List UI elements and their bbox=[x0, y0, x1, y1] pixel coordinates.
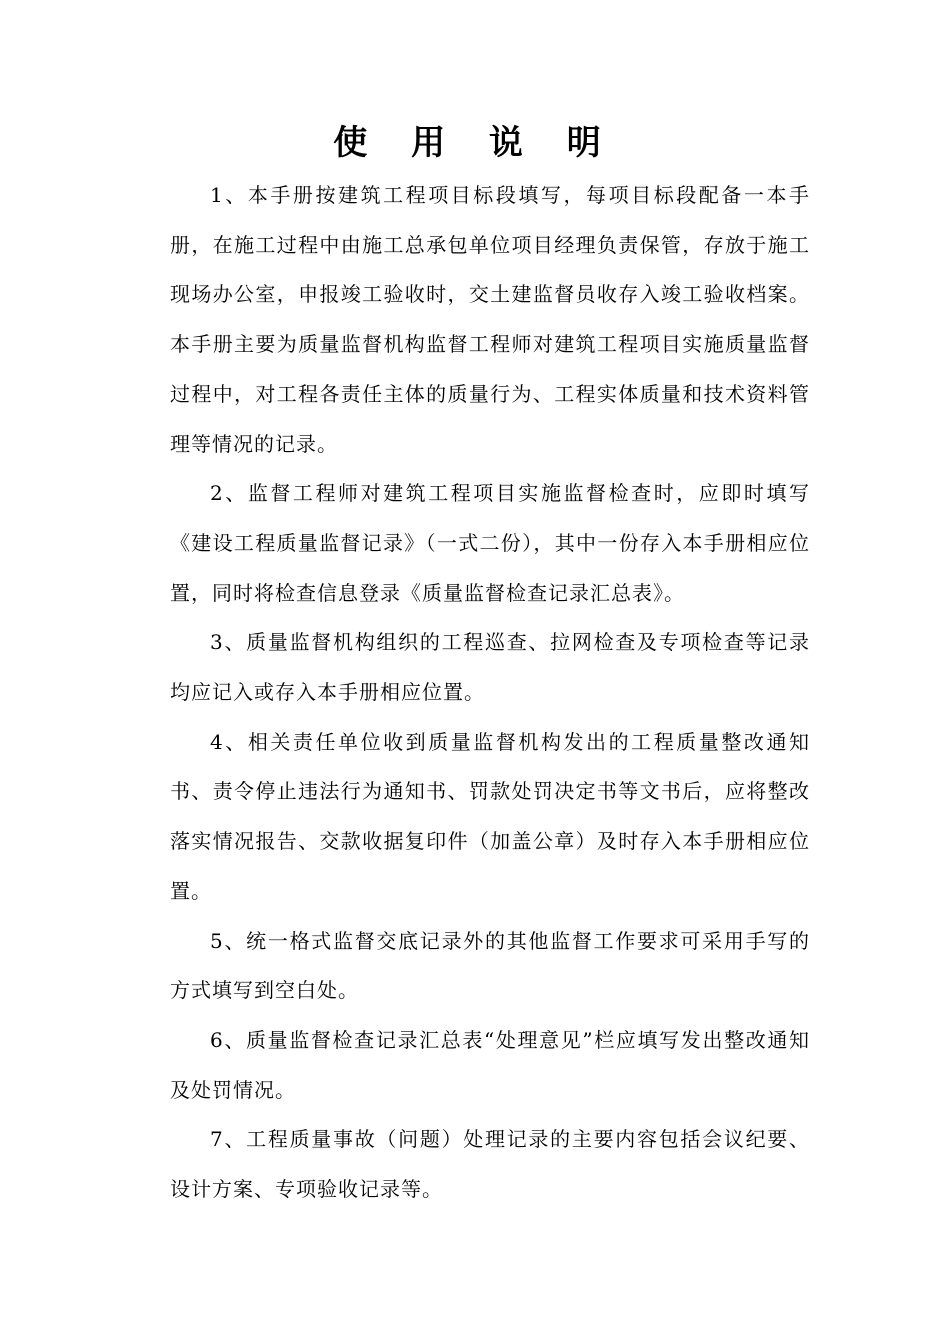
instructions-body bbox=[170, 171, 810, 1215]
instruction-paragraph-5: 5、统一格式监督交底记录外的其他监督工作要求可采用手写的方式填写到空白处。 bbox=[170, 928, 810, 1003]
instruction-paragraph-1: 1、本手册按建筑工程项目标段填写，每项目标段配备一本手册，在施工过程中由施工总承包单位项目经理负责保管，存放于施工现场办公室，申报竣工验收时，交土建监督员收存入竣工验收档案。本手册主要为质量监督机构监督工程师对建筑工程项目实施质量监督过程中，对工程各责任主体的质量行为、工程实体质量和技术资料管理等情况的记录。 bbox=[170, 183, 810, 456]
instruction-paragraph-7: 7、工程质量事故（问题）处理记录的主要内容包括会议纪要、设计方案、专项验收记录等。 bbox=[170, 1127, 810, 1202]
instruction-paragraph-2: 2、监督工程师对建筑工程项目实施监督检查时，应即时填写《建设工程质量监督记录》（一式二份），其中一份存入本手册相应位置，同时将检查信息登录《质量监督检查记录汇总表》。 bbox=[170, 481, 810, 605]
instruction-paragraph-6: 6、质量监督检查记录汇总表“处理意见”栏应填写发出整改通知及处罚情况。 bbox=[170, 1027, 810, 1102]
page-title: 使 用 说 明 bbox=[333, 123, 617, 163]
instruction-paragraph-3: 3、质量监督机构组织的工程巡查、拉网检查及专项检查等记录均应记入或存入本手册相应位置。 bbox=[170, 630, 810, 705]
instruction-paragraph-4: 4、相关责任单位收到质量监督机构发出的工程质量整改通知书、责令停止违法行为通知书、罚款处罚决定书等文书后，应将整改落实情况报告、交款收据复印件（加盖公章）及时存入本手册相应位置。 bbox=[170, 729, 810, 903]
